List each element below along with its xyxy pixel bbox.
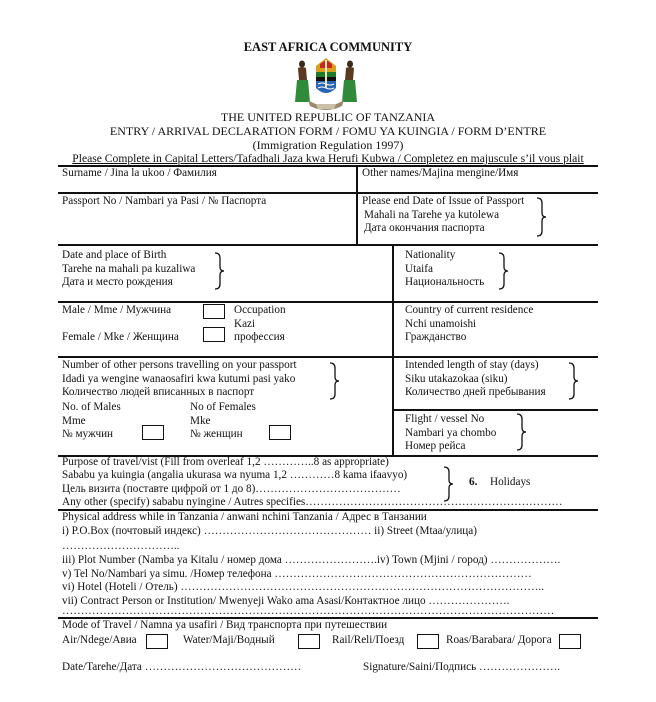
- other-persons-field: [62, 359, 297, 400]
- no-females-label-ru: № женщин: [190, 428, 243, 441]
- no-females-label-en: No of Females: [190, 401, 256, 413]
- purpose-value[interactable]: Holidays: [490, 476, 531, 488]
- hotel-field[interactable]: vi) Hotel (Hoteli / Отель) ……………………………………………………………………………………..: [62, 581, 545, 593]
- mode-rail-checkbox[interactable]: [417, 634, 439, 649]
- other-persons-label-ru: Количество людей вписанных в паспорт: [62, 386, 255, 399]
- purpose-number: 6.: [469, 476, 478, 488]
- no-males-label-en: No. of Males: [62, 401, 121, 413]
- pobox-street-field[interactable]: i) P.O.Box (почтовый индекс) ……………………………………… ii) Street (Mtaa/улица): [62, 525, 477, 537]
- birth-label-en: Date and place of Birth: [62, 249, 167, 261]
- flight-label-en: Flight / vessel No: [405, 413, 485, 425]
- mode-air-label: Air/Ndege/Авиа: [62, 634, 137, 646]
- male-checkbox[interactable]: [203, 304, 225, 319]
- residence-field[interactable]: [405, 304, 533, 345]
- purpose-label-en: Purpose of travel/vist (Fill from overleaf 1,2 …………..8 as appropriate): [62, 456, 389, 468]
- other-persons-label-en: Number of other persons travelling on your passport: [62, 359, 297, 371]
- brace-icon: [535, 197, 547, 237]
- occupation-label-ru: профессия: [234, 331, 285, 344]
- nationality-label-sw: Utaifa: [405, 262, 433, 275]
- no-males-input[interactable]: [142, 425, 164, 440]
- no-females-field: [190, 401, 256, 442]
- no-females-input[interactable]: [269, 425, 291, 440]
- birth-label-sw: Tarehe na mahali pa kuzaliwa: [62, 262, 196, 275]
- birth-label-ru: Дата и место рождения: [62, 276, 173, 289]
- passport-date-label-en: Please end Date of Issue of Passport: [362, 195, 525, 207]
- mode-water-label: Water/Maji/Водный: [183, 634, 275, 646]
- column-divider: [356, 165, 358, 245]
- length-of-stay-label-sw: Siku utakazokaa (siku): [405, 372, 508, 385]
- signature-field[interactable]: Signature/Saini/Подпись ………………….: [363, 661, 561, 673]
- occupation-label-en: Occupation: [234, 304, 286, 316]
- row-divider: [58, 192, 598, 194]
- purpose-label-sw: Sababu ya kuingia (angalia ukurasa wa nyuma 1,2 …………8 kama ifaavyo): [62, 469, 408, 482]
- document-title: EAST AFRICA COMMUNITY: [243, 40, 413, 54]
- passport-date-field[interactable]: [362, 195, 524, 236]
- date-field[interactable]: Date/Tarehe/Дата ……………………………………: [62, 661, 302, 673]
- female-checkbox[interactable]: [203, 327, 225, 342]
- flight-field[interactable]: [405, 413, 496, 454]
- nationality-label-en: Nationality: [405, 249, 456, 261]
- no-males-label-sw: Mme: [62, 414, 86, 427]
- passport-date-label-ru: Дата окончания паспорта: [364, 222, 485, 235]
- contact-continuation[interactable]: ……………………………………………………………………………………………………………………: [62, 605, 555, 617]
- mode-air-checkbox[interactable]: [146, 634, 168, 649]
- no-males-label-ru: № мужчин: [62, 428, 114, 441]
- purpose-field[interactable]: [62, 456, 563, 509]
- other-persons-label-sw: Idadi ya wengine wanaosafiri kwa kutumi pasi yako: [62, 372, 296, 385]
- tel-field[interactable]: v) Tel No/Nambari ya simu. /Номер телефона ……………………………………………………………: [62, 568, 532, 580]
- flight-label-ru: Номер рейса: [405, 440, 466, 453]
- address-heading: Physical address while in Tanzania / anwani nchini Tanzania / Адрес в Танзании: [62, 511, 427, 523]
- brace-icon: [515, 413, 527, 451]
- passport-number-field[interactable]: Passport No / Nambari ya Pasi / № Паспорта: [62, 195, 267, 207]
- mode-rail-label: Rail/Reli/Поезд: [332, 634, 405, 646]
- brace-icon: [497, 252, 509, 290]
- residence-label-en: Country of current residence: [405, 304, 534, 316]
- column-divider: [392, 244, 394, 456]
- country-name: THE UNITED REPUBLIC OF TANZANIA: [220, 110, 436, 124]
- row-divider: [58, 356, 598, 358]
- brace-icon: [567, 362, 579, 400]
- no-females-label-sw: Mke: [190, 414, 211, 427]
- mode-heading: Mode of Travel / Namna ya usafiri / Вид транспорта при путешествии: [62, 619, 388, 631]
- row-divider: [58, 301, 598, 303]
- instruction-text: Please Complete in Capital Letters/Tafadhali Jaza kwa Herufi Kubwa / Completez en majuscule s’il vous plait: [72, 152, 584, 165]
- residence-label-sw: Nchi unamoishi: [405, 317, 477, 330]
- surname-field[interactable]: Surname / Jina la ukoo / Фамилия: [62, 167, 217, 179]
- brace-icon: [328, 362, 340, 400]
- length-of-stay-field[interactable]: [405, 359, 546, 400]
- nationality-field[interactable]: [405, 249, 484, 290]
- form-name: ENTRY / ARRIVAL DECLARATION FORM / FOMU YA KUINGIA / FORM D’ENTRE: [109, 124, 547, 138]
- brace-icon: [213, 252, 225, 290]
- length-of-stay-label-en: Intended length of stay (days): [405, 359, 539, 371]
- birth-field[interactable]: [62, 249, 195, 290]
- mode-road-checkbox[interactable]: [559, 634, 581, 649]
- female-label: Female / Mke / Женщина: [62, 331, 179, 343]
- residence-label-ru: Гражданство: [405, 331, 467, 344]
- occupation-field[interactable]: [234, 304, 286, 345]
- length-of-stay-label-ru: Количество дней пребывания: [405, 386, 546, 399]
- male-label: Male / Mme / Мужчина: [62, 304, 172, 316]
- plot-town-field[interactable]: iii) Plot Number (Namba ya Kitalu / номер дома …………………….iv) Town (Mjini / город) ……………….: [62, 554, 561, 566]
- row-divider: [58, 244, 598, 246]
- mode-road-label: Roas/Barabara/ Дорога: [446, 634, 552, 646]
- coat-of-arms-emblem: [290, 56, 362, 112]
- passport-date-label-sw: Mahali na Tarehe ya kutolewa: [364, 208, 500, 221]
- occupation-label-sw: Kazi: [234, 317, 256, 330]
- mode-water-checkbox[interactable]: [298, 634, 320, 649]
- row-divider: [393, 409, 598, 411]
- purpose-label-ru: Цель визита (поставте цифрой от 1 до 8)…………………………………: [62, 482, 401, 495]
- flight-label-sw: Nambari ya chombo: [405, 426, 497, 439]
- contact-field[interactable]: vii) Contract Person or Institution/ Mwenyeji Wako ama Asasi/Контактное лицо ………………….: [62, 595, 510, 607]
- no-males-field: [62, 401, 121, 442]
- regulation-note: (Immigration Regulation 1997): [252, 138, 404, 152]
- nationality-label-ru: Национальность: [405, 276, 485, 289]
- brace-icon: [442, 466, 454, 502]
- purpose-other: Any other (specify) sababu nyingine / Autres specifies……………………………………………………………: [62, 495, 563, 508]
- other-names-field[interactable]: Other names/Majina mengine/Имя: [362, 167, 519, 179]
- street-continuation[interactable]: …………………………..: [62, 540, 180, 552]
